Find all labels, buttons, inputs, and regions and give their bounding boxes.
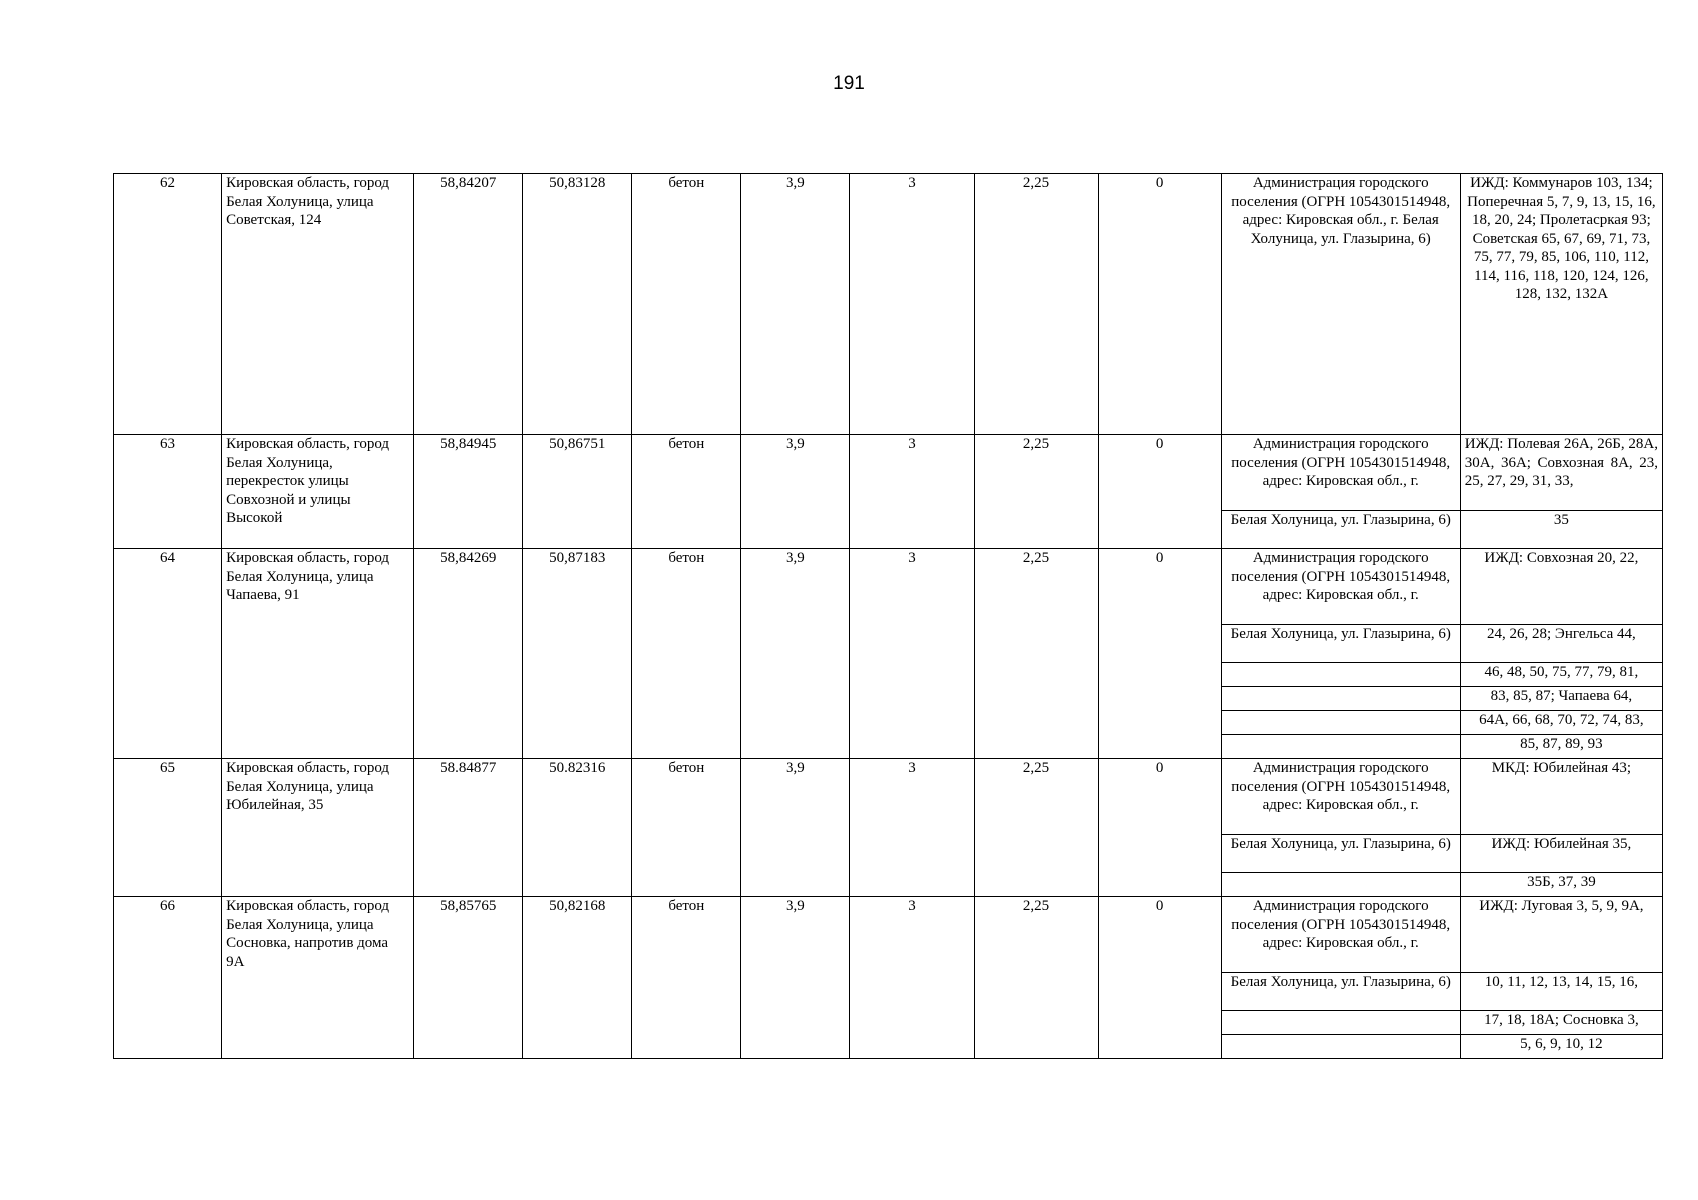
- latitude: 58,84207: [414, 174, 523, 435]
- row-number: 64: [114, 549, 222, 759]
- longitude: 50,83128: [523, 174, 632, 435]
- empty-cell: [1221, 663, 1460, 687]
- container-sites-table: [113, 173, 1663, 1059]
- waste-sources-continued: 10, 11, 12, 13, 14, 15, 16,: [1460, 973, 1662, 1011]
- site-owner-continued: Белая Холуница, ул. Глазырина, 6): [1221, 835, 1460, 873]
- empty-cell: [1221, 687, 1460, 711]
- waste-sources: МКД: Юбилейная 43;: [1460, 759, 1662, 835]
- site-area: 3,9: [741, 759, 850, 897]
- bunker-count: 0: [1098, 759, 1221, 897]
- site-owner: Администрация городского поселения (ОГРН 1054301514948, адрес: Кировская обл., г.: [1221, 897, 1460, 973]
- container-count: 3: [850, 174, 974, 435]
- longitude: 50,87183: [523, 549, 632, 759]
- bunker-count: 0: [1098, 174, 1221, 435]
- site-owner: Администрация городского поселения (ОГРН 1054301514948, адрес: Кировская обл., г.: [1221, 435, 1460, 511]
- container-volume: 2,25: [974, 174, 1098, 435]
- page-number: 191: [833, 73, 865, 94]
- surface-material: бетон: [632, 759, 741, 897]
- container-volume: 2,25: [974, 897, 1098, 1059]
- site-owner-continued: Белая Холуница, ул. Глазырина, 6): [1221, 625, 1460, 663]
- waste-sources: ИЖД: Коммунаров 103, 134; Поперечная 5, 7, 9, 13, 15, 16, 18, 20, 24; Пролетасркая 93; Советская 65, 67, 69, 71, 73, 75, 77, 79, 85, 106, 110, 112, 114, 116, 118, 120, 124, 126, 128, 132, 132А: [1460, 174, 1662, 435]
- latitude: 58,84269: [414, 549, 523, 759]
- latitude: 58,84945: [414, 435, 523, 549]
- empty-cell: [1221, 1011, 1460, 1035]
- longitude: 50,86751: [523, 435, 632, 549]
- site-address: Кировская область, город Белая Холуница, перекресток улицы Совхозной и улицы Высокой: [222, 435, 414, 549]
- site-owner: Администрация городского поселения (ОГРН 1054301514948, адрес: Кировская обл., г.: [1221, 549, 1460, 625]
- surface-material: бетон: [632, 174, 741, 435]
- bunker-count: 0: [1098, 435, 1221, 549]
- site-address: Кировская область, город Белая Холуница, улица Советская, 124: [222, 174, 414, 435]
- container-count: 3: [850, 435, 974, 549]
- table-row: [114, 174, 1663, 435]
- container-volume: 2,25: [974, 549, 1098, 759]
- latitude: 58.84877: [414, 759, 523, 897]
- empty-cell: [1221, 735, 1460, 759]
- row-number: 66: [114, 897, 222, 1059]
- waste-sources: ИЖД: Полевая 26А, 26Б, 28А, 30А, 36А; Совхозная 8А, 23, 25, 27, 29, 31, 33,: [1460, 435, 1662, 511]
- row-number: 62: [114, 174, 222, 435]
- surface-material: бетон: [632, 897, 741, 1059]
- longitude: 50,82168: [523, 897, 632, 1059]
- empty-cell: [1221, 873, 1460, 897]
- waste-sources-continued: 17, 18, 18А; Сосновка 3,: [1460, 1011, 1662, 1035]
- table-row: [114, 549, 1663, 625]
- site-area: 3,9: [741, 435, 850, 549]
- waste-sources: ИЖД: Луговая 3, 5, 9, 9А,: [1460, 897, 1662, 973]
- container-count: 3: [850, 759, 974, 897]
- waste-sources-continued: 46, 48, 50, 75, 77, 79, 81,: [1460, 663, 1662, 687]
- waste-sources-continued: 64А, 66, 68, 70, 72, 74, 83,: [1460, 711, 1662, 735]
- bunker-count: 0: [1098, 897, 1221, 1059]
- surface-material: бетон: [632, 549, 741, 759]
- waste-sources-continued: 35: [1460, 511, 1662, 549]
- longitude: 50.82316: [523, 759, 632, 897]
- waste-sources-continued: 24, 26, 28; Энгельса 44,: [1460, 625, 1662, 663]
- container-volume: 2,25: [974, 759, 1098, 897]
- site-owner: Администрация городского поселения (ОГРН 1054301514948, адрес: Кировская обл., г.: [1221, 759, 1460, 835]
- container-count: 3: [850, 897, 974, 1059]
- table-row: [114, 435, 1663, 511]
- container-volume: 2,25: [974, 435, 1098, 549]
- site-address: Кировская область, город Белая Холуница, улица Чапаева, 91: [222, 549, 414, 759]
- empty-cell: [1221, 1035, 1460, 1059]
- site-owner-continued: Белая Холуница, ул. Глазырина, 6): [1221, 511, 1460, 549]
- empty-cell: [1221, 711, 1460, 735]
- waste-sources: ИЖД: Совхозная 20, 22,: [1460, 549, 1662, 625]
- row-number: 65: [114, 759, 222, 897]
- table-row: [114, 759, 1663, 835]
- row-number: 63: [114, 435, 222, 549]
- site-area: 3,9: [741, 549, 850, 759]
- site-owner-continued: Белая Холуница, ул. Глазырина, 6): [1221, 973, 1460, 1011]
- container-count: 3: [850, 549, 974, 759]
- waste-sources-continued: ИЖД: Юбилейная 35,: [1460, 835, 1662, 873]
- site-area: 3,9: [741, 897, 850, 1059]
- site-owner: Администрация городского поселения (ОГРН 1054301514948, адрес: Кировская обл., г. Белая Холуница, ул. Глазырина, 6): [1221, 174, 1460, 435]
- site-address: Кировская область, город Белая Холуница, улица Юбилейная, 35: [222, 759, 414, 897]
- bunker-count: 0: [1098, 549, 1221, 759]
- waste-sources-continued: 35Б, 37, 39: [1460, 873, 1662, 897]
- waste-sources-continued: 85, 87, 89, 93: [1460, 735, 1662, 759]
- waste-sources-continued: 83, 85, 87; Чапаева 64,: [1460, 687, 1662, 711]
- latitude: 58,85765: [414, 897, 523, 1059]
- waste-sources-continued: 5, 6, 9, 10, 12: [1460, 1035, 1662, 1059]
- site-address: Кировская область, город Белая Холуница, улица Сосновка, напротив дома 9А: [222, 897, 414, 1059]
- surface-material: бетон: [632, 435, 741, 549]
- table-row: [114, 897, 1663, 973]
- site-area: 3,9: [741, 174, 850, 435]
